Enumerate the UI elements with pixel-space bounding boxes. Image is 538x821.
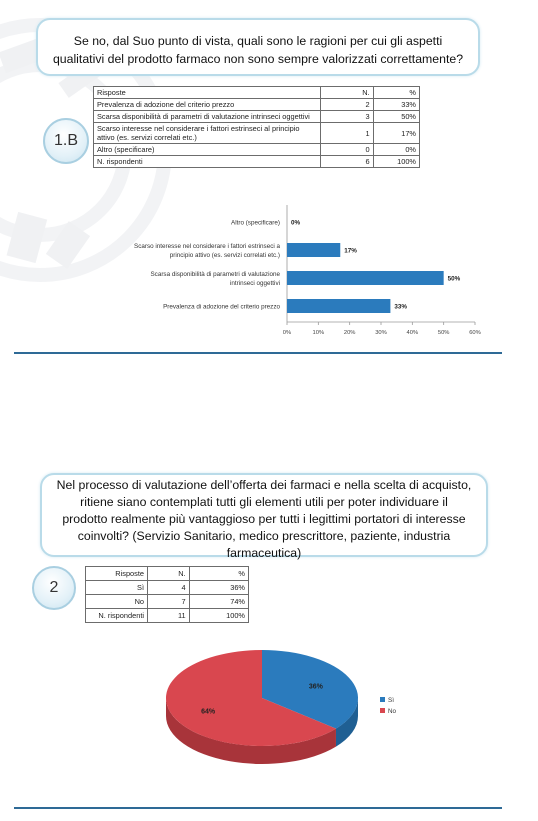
row-percent: 100% <box>189 609 248 623</box>
table-row <box>94 156 420 168</box>
row-count: 7 <box>148 595 190 609</box>
row-percent: 50% <box>373 111 419 123</box>
x-tick-label: 60% <box>469 330 481 336</box>
header-cell: N. <box>320 87 373 99</box>
table-header-row <box>94 87 420 99</box>
question-line: Se no, dal Suo punto di vista, quali sono le ragioni per cui gli aspetti <box>73 34 443 48</box>
category-label: Altro (specificare) <box>231 219 280 227</box>
results-table-2 <box>85 566 249 623</box>
category-label: principio attivo (es. servizi correlati etc.) <box>169 252 280 259</box>
bar <box>287 299 390 313</box>
header-cell: Risposte <box>86 567 148 581</box>
table-row <box>94 99 420 111</box>
x-tick-label: 10% <box>312 330 325 336</box>
row-percent: 100% <box>373 156 419 168</box>
row-percent: 36% <box>189 581 248 595</box>
question-number-badge: 2 <box>32 566 76 610</box>
header-cell: % <box>189 567 248 581</box>
table-row <box>94 123 420 144</box>
question-line: qualitativi del prodotto farmaco non sono sempre valorizzati correttamente? <box>52 52 464 66</box>
question-box-1 <box>36 18 480 76</box>
bar-data-label: 50% <box>447 275 461 283</box>
section-divider <box>14 352 502 354</box>
row-label: Altro (specificare) <box>94 144 321 156</box>
row-count: 11 <box>148 609 190 623</box>
legend-label: No <box>388 708 397 715</box>
x-tick-label: 0% <box>282 330 292 336</box>
legend-label: Sì <box>388 697 394 704</box>
bar-data-label: 33% <box>394 303 408 311</box>
question-line: Nel processo di valutazione dell’offerta dei farmaci e nella scelta di acquisto, <box>56 478 472 492</box>
row-label: Scarsa disponibilità di parametri di valutazione intrinseci oggettivi <box>94 111 321 123</box>
results-table-1 <box>93 86 420 168</box>
pie-data-label: 36% <box>308 683 323 691</box>
question-line: farmaceutica) <box>226 546 302 560</box>
question-box-2 <box>40 473 488 560</box>
row-percent: 17% <box>373 123 419 144</box>
question-line: ritiene siano contemplati tutti gli elementi utili per poter individuare il <box>80 495 448 509</box>
x-tick-label: 50% <box>437 330 450 336</box>
pie-chart <box>150 640 430 780</box>
row-percent: 0% <box>373 144 419 156</box>
category-label: Scarso interesse nel considerare i fattori estrinseci a <box>134 243 280 250</box>
bar-data-label: 0% <box>291 219 301 227</box>
section-divider <box>14 807 502 809</box>
header-cell: N. <box>148 567 190 581</box>
row-count: 1 <box>320 123 373 144</box>
row-count: 0 <box>320 144 373 156</box>
table-header-row <box>86 567 249 581</box>
header-cell: Risposte <box>94 87 321 99</box>
row-percent: 33% <box>373 99 419 111</box>
legend-swatch <box>380 697 385 702</box>
row-count: 2 <box>320 99 373 111</box>
table-row <box>86 609 249 623</box>
row-label: No <box>86 595 148 609</box>
bar <box>287 271 444 285</box>
bar <box>287 243 340 257</box>
category-label: intrinseci oggettivi <box>229 280 280 287</box>
question-line: coinvolti? (Servizio Sanitario, medico prescrittore, paziente, industria <box>77 529 451 543</box>
question-line: prodotto realmente più vantaggioso per tutti i legittimi portatori di interesse <box>62 512 466 526</box>
row-count: 3 <box>320 111 373 123</box>
x-tick-label: 40% <box>406 330 419 336</box>
row-count: 4 <box>148 581 190 595</box>
header-cell: % <box>373 87 419 99</box>
table-row <box>86 595 249 609</box>
x-tick-label: 20% <box>343 330 356 336</box>
row-count: 6 <box>320 156 373 168</box>
pie-data-label: 64% <box>201 708 216 716</box>
x-tick-label: 30% <box>375 330 387 336</box>
row-label: Sì <box>86 581 148 595</box>
legend-swatch <box>380 708 385 713</box>
bar-chart <box>60 200 490 345</box>
table-row <box>86 581 249 595</box>
bar-data-label: 17% <box>344 247 357 255</box>
row-label: N. rispondenti <box>86 609 148 623</box>
row-label: Prevalenza di adozione del criterio prezzo <box>94 99 321 111</box>
question-number-badge: 1.B <box>43 118 89 164</box>
table-row <box>94 144 420 156</box>
row-percent: 74% <box>189 595 248 609</box>
row-label: N. rispondenti <box>94 156 321 168</box>
table-row <box>94 111 420 123</box>
category-label: Prevalenza di adozione del criterio prezzo <box>163 303 280 311</box>
category-label: Scarsa disponibilità di parametri di valutazione <box>150 271 280 278</box>
row-label: Scarso interesse nel considerare i fattori estrinseci al principio attivo (es. servizi correlati etc.) <box>94 123 321 144</box>
